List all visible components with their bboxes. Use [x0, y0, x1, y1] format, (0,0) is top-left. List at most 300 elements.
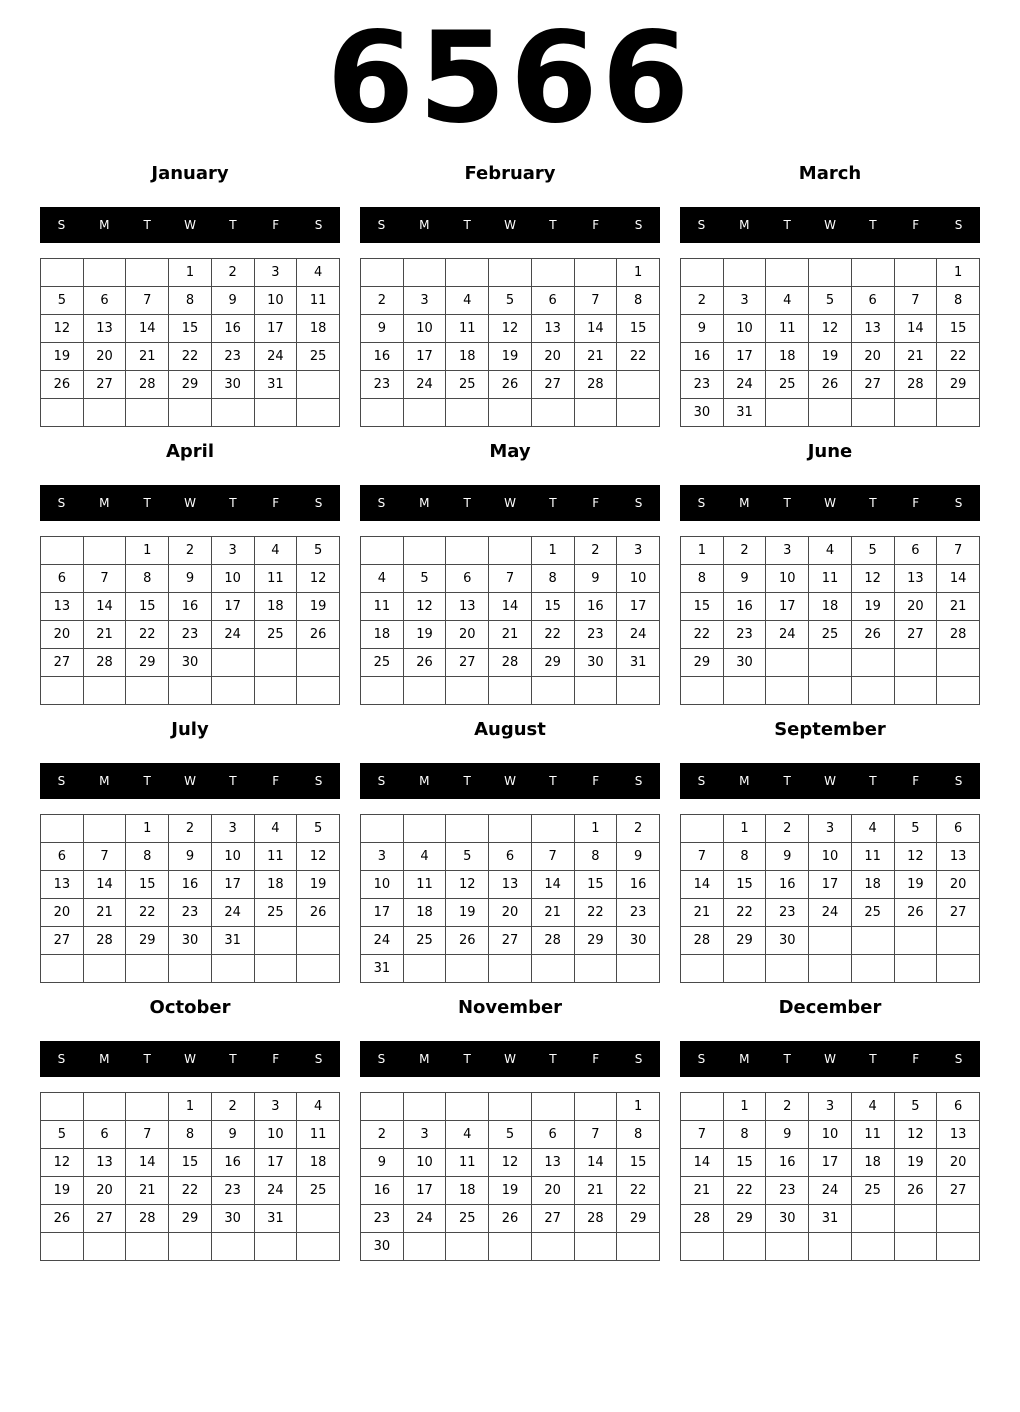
day-cell: 12	[297, 843, 340, 871]
day-cell: 5	[894, 1093, 937, 1121]
week-row	[681, 1177, 980, 1205]
day-cell	[809, 955, 852, 983]
day-cell	[894, 1205, 937, 1233]
day-cell: 5	[297, 815, 340, 843]
day-cell: 26	[297, 621, 340, 649]
weekday-label: W	[824, 774, 836, 788]
day-cell: 9	[361, 315, 404, 343]
day-cell: 9	[211, 1121, 254, 1149]
day-cell	[297, 927, 340, 955]
day-cell: 1	[681, 537, 724, 565]
day-cell: 25	[297, 343, 340, 371]
day-cell: 27	[937, 1177, 980, 1205]
day-cell	[41, 537, 84, 565]
day-cell: 18	[297, 315, 340, 343]
day-cell: 5	[297, 537, 340, 565]
day-cell: 9	[617, 843, 660, 871]
day-cell	[809, 399, 852, 427]
week-row	[41, 815, 340, 843]
day-cell: 15	[126, 871, 169, 899]
day-grid	[680, 1092, 980, 1261]
day-grid	[40, 1092, 340, 1261]
day-cell: 9	[723, 565, 766, 593]
day-cell: 6	[937, 1093, 980, 1121]
week-row	[681, 899, 980, 927]
day-cell: 30	[681, 399, 724, 427]
day-cell: 31	[361, 955, 404, 983]
week-row	[41, 1177, 340, 1205]
day-cell: 1	[723, 1093, 766, 1121]
day-cell: 8	[531, 565, 574, 593]
day-cell: 29	[531, 649, 574, 677]
day-cell	[574, 955, 617, 983]
day-cell: 1	[723, 815, 766, 843]
day-cell: 23	[681, 371, 724, 399]
day-cell	[937, 1233, 980, 1261]
day-cell: 12	[809, 315, 852, 343]
day-cell: 16	[169, 871, 212, 899]
day-cell: 21	[83, 621, 126, 649]
week-row	[41, 315, 340, 343]
day-cell: 25	[403, 927, 446, 955]
day-grid	[40, 536, 340, 705]
day-cell: 16	[574, 593, 617, 621]
day-cell: 4	[851, 815, 894, 843]
day-cell	[83, 1233, 126, 1261]
day-cell: 2	[723, 537, 766, 565]
day-cell	[297, 1205, 340, 1233]
weekday-label: T	[229, 774, 237, 788]
day-cell	[41, 1233, 84, 1261]
week-row	[41, 871, 340, 899]
week-row	[41, 1205, 340, 1233]
month-name: April	[165, 441, 215, 462]
week-row	[361, 871, 660, 899]
day-cell: 14	[126, 1149, 169, 1177]
week-row	[41, 565, 340, 593]
day-cell: 30	[361, 1233, 404, 1261]
day-cell: 27	[446, 649, 489, 677]
weekday-label: W	[504, 1052, 516, 1066]
day-cell: 22	[574, 899, 617, 927]
day-cell	[681, 1233, 724, 1261]
day-grid	[680, 814, 980, 983]
day-cell: 22	[723, 1177, 766, 1205]
week-row	[41, 955, 340, 983]
day-cell	[169, 955, 212, 983]
day-grid	[360, 536, 660, 705]
day-cell: 16	[766, 1149, 809, 1177]
day-cell: 29	[126, 649, 169, 677]
day-cell: 28	[894, 371, 937, 399]
day-cell: 10	[211, 843, 254, 871]
weekday-label: S	[314, 1052, 323, 1066]
day-cell	[681, 677, 724, 705]
day-cell	[446, 399, 489, 427]
weekday-label: S	[954, 1052, 963, 1066]
day-cell: 23	[361, 371, 404, 399]
day-cell	[809, 677, 852, 705]
day-cell: 17	[403, 343, 446, 371]
day-cell: 13	[531, 1149, 574, 1177]
day-cell: 15	[169, 1149, 212, 1177]
day-cell	[617, 371, 660, 399]
day-cell: 19	[851, 593, 894, 621]
day-cell	[446, 1233, 489, 1261]
week-row	[361, 1205, 660, 1233]
week-row	[681, 621, 980, 649]
day-cell: 2	[617, 815, 660, 843]
day-cell	[126, 677, 169, 705]
day-cell: 15	[617, 315, 660, 343]
week-row	[681, 649, 980, 677]
day-cell	[681, 259, 724, 287]
week-row	[41, 399, 340, 427]
day-cell	[617, 399, 660, 427]
weekday-label: F	[912, 774, 920, 788]
day-cell: 22	[617, 1177, 660, 1205]
weekday-label: S	[314, 496, 323, 510]
day-cell	[403, 537, 446, 565]
day-cell: 12	[851, 565, 894, 593]
day-cell	[723, 677, 766, 705]
day-cell: 5	[851, 537, 894, 565]
day-cell: 27	[41, 927, 84, 955]
day-cell: 7	[83, 843, 126, 871]
day-cell: 9	[169, 565, 212, 593]
day-cell: 14	[126, 315, 169, 343]
day-cell	[297, 649, 340, 677]
day-cell: 6	[41, 843, 84, 871]
day-cell	[361, 677, 404, 705]
day-cell: 10	[809, 1121, 852, 1149]
day-cell: 31	[254, 371, 297, 399]
day-cell: 10	[361, 871, 404, 899]
month-name: August	[474, 719, 546, 740]
day-cell	[937, 399, 980, 427]
day-cell: 8	[169, 1121, 212, 1149]
day-cell: 9	[681, 315, 724, 343]
weekday-header	[680, 1041, 980, 1077]
day-cell: 28	[574, 1205, 617, 1233]
day-cell	[83, 259, 126, 287]
week-row	[41, 843, 340, 871]
day-cell	[446, 955, 489, 983]
weekday-label: S	[57, 496, 66, 510]
day-cell: 21	[126, 1177, 169, 1205]
day-cell	[83, 399, 126, 427]
day-cell	[254, 677, 297, 705]
weekday-label: F	[592, 1052, 600, 1066]
day-cell: 4	[254, 815, 297, 843]
day-cell	[403, 955, 446, 983]
day-cell: 9	[211, 287, 254, 315]
day-cell	[41, 1093, 84, 1121]
week-row	[41, 259, 340, 287]
day-cell: 19	[297, 871, 340, 899]
day-cell: 25	[851, 899, 894, 927]
day-cell: 6	[937, 815, 980, 843]
day-cell: 26	[894, 899, 937, 927]
day-cell: 26	[489, 1205, 532, 1233]
week-row	[361, 1233, 660, 1261]
day-cell: 31	[617, 649, 660, 677]
day-cell	[937, 677, 980, 705]
week-row	[41, 677, 340, 705]
day-cell: 3	[211, 537, 254, 565]
day-cell: 17	[403, 1177, 446, 1205]
week-row	[361, 815, 660, 843]
weekday-label: T	[229, 218, 237, 232]
day-cell: 31	[211, 927, 254, 955]
day-cell	[446, 537, 489, 565]
day-cell	[446, 1093, 489, 1121]
day-cell: 28	[83, 927, 126, 955]
weekday-label: T	[549, 496, 557, 510]
day-grid	[360, 1092, 660, 1261]
day-cell: 5	[446, 843, 489, 871]
day-cell: 24	[254, 1177, 297, 1205]
day-cell: 11	[851, 843, 894, 871]
day-cell: 19	[297, 593, 340, 621]
weekday-label: T	[783, 496, 791, 510]
day-cell	[851, 955, 894, 983]
weekday-label: S	[314, 774, 323, 788]
day-cell: 31	[809, 1205, 852, 1233]
day-cell: 12	[894, 843, 937, 871]
day-cell: 25	[297, 1177, 340, 1205]
day-cell: 2	[361, 287, 404, 315]
day-cell: 6	[83, 287, 126, 315]
day-cell: 3	[403, 287, 446, 315]
weekday-label: T	[549, 1052, 557, 1066]
day-cell: 4	[254, 537, 297, 565]
weekday-label: S	[377, 496, 386, 510]
day-cell	[723, 955, 766, 983]
day-cell: 20	[531, 343, 574, 371]
day-cell	[403, 1093, 446, 1121]
day-cell	[531, 1233, 574, 1261]
day-cell: 11	[851, 1121, 894, 1149]
weekday-label: F	[272, 1052, 280, 1066]
day-cell: 2	[211, 259, 254, 287]
day-cell: 16	[617, 871, 660, 899]
week-row	[41, 899, 340, 927]
day-cell	[723, 1233, 766, 1261]
day-cell	[681, 1093, 724, 1121]
day-cell: 19	[489, 343, 532, 371]
weekday-header	[680, 763, 980, 799]
week-row	[681, 871, 980, 899]
day-cell	[297, 677, 340, 705]
day-cell: 19	[894, 871, 937, 899]
day-cell	[169, 677, 212, 705]
week-row	[41, 1093, 340, 1121]
weekday-label: M	[739, 218, 750, 232]
day-cell: 1	[531, 537, 574, 565]
day-cell: 2	[169, 537, 212, 565]
day-cell: 23	[169, 621, 212, 649]
day-cell: 1	[937, 259, 980, 287]
day-cell: 16	[361, 1177, 404, 1205]
day-cell: 27	[894, 621, 937, 649]
day-cell: 23	[211, 343, 254, 371]
day-cell: 17	[211, 871, 254, 899]
day-cell	[446, 259, 489, 287]
day-cell	[894, 677, 937, 705]
day-cell	[361, 399, 404, 427]
day-cell: 20	[937, 1149, 980, 1177]
weekday-label: T	[869, 496, 877, 510]
year-title: 6566	[326, 4, 694, 151]
weekday-label: M	[419, 1052, 430, 1066]
day-cell	[809, 927, 852, 955]
day-cell: 30	[766, 927, 809, 955]
week-row	[361, 565, 660, 593]
weekday-label: T	[549, 774, 557, 788]
day-cell	[489, 1093, 532, 1121]
weekday-label: T	[143, 496, 151, 510]
day-cell: 11	[297, 287, 340, 315]
day-cell: 5	[403, 565, 446, 593]
day-cell	[937, 927, 980, 955]
weekday-label: T	[869, 774, 877, 788]
day-cell: 30	[723, 649, 766, 677]
week-row	[361, 399, 660, 427]
weekday-label: T	[463, 1052, 471, 1066]
day-cell	[126, 1093, 169, 1121]
month-name: July	[171, 719, 209, 740]
day-cell	[403, 677, 446, 705]
week-row	[361, 955, 660, 983]
day-cell: 12	[894, 1121, 937, 1149]
week-row	[681, 343, 980, 371]
day-cell: 19	[446, 899, 489, 927]
day-cell	[83, 815, 126, 843]
day-cell: 24	[809, 1177, 852, 1205]
weekday-header	[360, 1041, 660, 1077]
week-row	[361, 1121, 660, 1149]
day-cell: 23	[361, 1205, 404, 1233]
day-cell	[361, 537, 404, 565]
day-cell: 22	[723, 899, 766, 927]
day-cell: 16	[361, 343, 404, 371]
weekday-label: M	[419, 496, 430, 510]
day-cell: 22	[169, 343, 212, 371]
day-cell	[297, 1233, 340, 1261]
day-cell: 21	[574, 343, 617, 371]
day-cell: 20	[83, 343, 126, 371]
day-cell: 11	[766, 315, 809, 343]
week-row	[361, 259, 660, 287]
week-row	[361, 1177, 660, 1205]
day-grid	[40, 258, 340, 427]
day-cell: 29	[126, 927, 169, 955]
day-cell: 6	[894, 537, 937, 565]
day-cell: 26	[851, 621, 894, 649]
day-cell: 4	[851, 1093, 894, 1121]
day-cell: 17	[361, 899, 404, 927]
day-cell: 17	[254, 315, 297, 343]
day-cell: 1	[126, 815, 169, 843]
day-cell: 14	[83, 871, 126, 899]
day-cell	[894, 955, 937, 983]
weekday-label: W	[504, 774, 516, 788]
weekday-label: M	[419, 218, 430, 232]
day-grid	[40, 814, 340, 983]
week-row	[361, 343, 660, 371]
day-cell: 11	[297, 1121, 340, 1149]
weekday-label: S	[57, 774, 66, 788]
day-cell	[574, 399, 617, 427]
day-cell: 15	[574, 871, 617, 899]
day-grid	[360, 258, 660, 427]
day-cell: 3	[809, 815, 852, 843]
week-row	[41, 371, 340, 399]
day-cell: 13	[937, 1121, 980, 1149]
day-cell	[254, 649, 297, 677]
weekday-label: S	[57, 1052, 66, 1066]
day-cell: 10	[211, 565, 254, 593]
day-cell: 30	[211, 1205, 254, 1233]
day-grid	[360, 814, 660, 983]
day-cell: 12	[489, 315, 532, 343]
day-cell: 25	[254, 621, 297, 649]
weekday-label: T	[143, 774, 151, 788]
day-cell: 18	[361, 621, 404, 649]
day-cell: 7	[574, 1121, 617, 1149]
weekday-label: T	[783, 774, 791, 788]
day-cell: 21	[894, 343, 937, 371]
day-cell: 24	[211, 899, 254, 927]
day-cell	[809, 259, 852, 287]
day-cell: 3	[809, 1093, 852, 1121]
weekday-label: F	[272, 218, 280, 232]
day-cell: 4	[446, 287, 489, 315]
day-cell: 14	[681, 871, 724, 899]
day-cell	[937, 1205, 980, 1233]
day-cell: 18	[851, 871, 894, 899]
weekday-header	[40, 207, 340, 243]
day-cell: 21	[574, 1177, 617, 1205]
day-cell	[254, 955, 297, 983]
weekday-label: F	[272, 774, 280, 788]
month-name: January	[151, 163, 229, 184]
day-cell: 28	[126, 371, 169, 399]
month-name: March	[798, 163, 862, 184]
day-cell: 3	[723, 287, 766, 315]
day-cell	[446, 815, 489, 843]
day-cell	[574, 677, 617, 705]
week-row	[681, 843, 980, 871]
month-name: December	[778, 997, 882, 1018]
day-cell: 30	[617, 927, 660, 955]
day-cell	[489, 815, 532, 843]
weekday-label: T	[463, 496, 471, 510]
day-cell: 11	[446, 1149, 489, 1177]
day-cell	[41, 259, 84, 287]
day-cell: 25	[361, 649, 404, 677]
day-cell: 20	[489, 899, 532, 927]
day-cell: 14	[894, 315, 937, 343]
day-cell: 18	[297, 1149, 340, 1177]
weekday-label: S	[697, 218, 706, 232]
day-cell: 27	[851, 371, 894, 399]
day-cell: 30	[169, 649, 212, 677]
day-cell	[41, 955, 84, 983]
day-cell: 8	[126, 843, 169, 871]
day-cell	[531, 815, 574, 843]
